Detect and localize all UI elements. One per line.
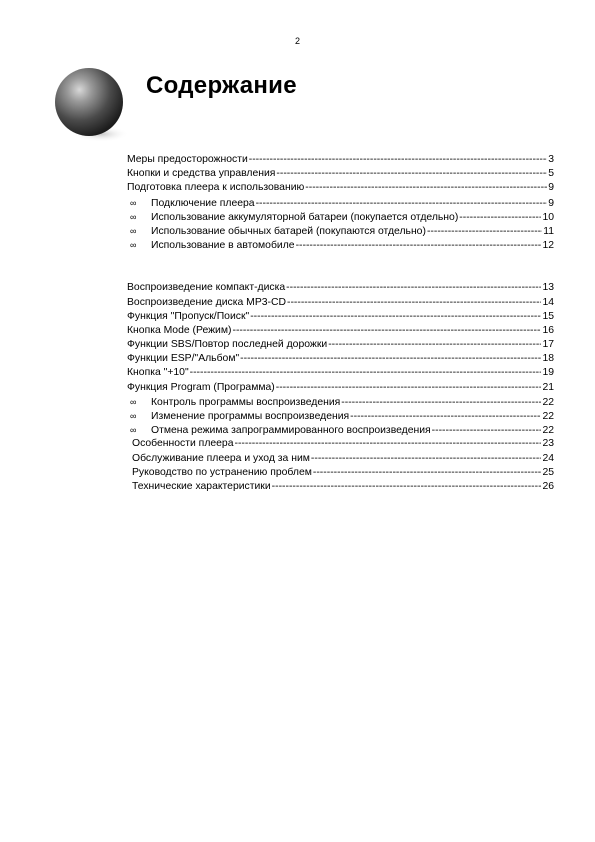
toc-entry xyxy=(127,224,554,238)
toc-entry-page: 22 xyxy=(542,411,554,422)
infinity-bullet-icon: ∞ xyxy=(130,425,137,436)
toc-entry xyxy=(127,352,554,366)
toc-entry xyxy=(127,238,554,252)
dot-leader xyxy=(276,381,542,395)
toc-entry xyxy=(127,167,554,181)
infinity-bullet-icon: ∞ xyxy=(130,240,137,251)
dot-leader xyxy=(276,167,547,181)
toc-entry xyxy=(127,366,554,380)
toc-entry-label: Использование обычных батарей (покупаются отдельно) xyxy=(151,225,426,237)
toc-entry-page: 17 xyxy=(542,339,554,351)
toc-entry-label: Воспроизведение диска MP3-CD xyxy=(127,296,286,308)
dot-leader xyxy=(286,281,541,295)
toc-entry-label: Руководство по устранению проблем xyxy=(132,466,312,478)
toc-entry xyxy=(127,338,554,352)
toc-entry xyxy=(127,381,554,395)
dot-leader xyxy=(272,480,542,494)
toc-entry-label: Функции ESP/"Альбом" xyxy=(127,353,240,365)
dot-leader xyxy=(232,324,541,338)
toc-entry-page: 5 xyxy=(548,168,554,180)
dot-leader xyxy=(459,211,541,225)
toc-entry xyxy=(127,296,554,310)
infinity-bullet-icon: ∞ xyxy=(130,225,137,236)
table-of-contents xyxy=(127,153,554,494)
dot-leader xyxy=(235,437,542,451)
toc-entry-label: Особенности плеера xyxy=(132,438,234,450)
toc-entry-label: Функция Program (Программа) xyxy=(127,381,275,393)
page-title: Содержание xyxy=(146,72,297,99)
toc-entry-label: Меры предосторожности xyxy=(127,154,248,165)
toc-entry xyxy=(127,480,554,494)
toc-group-2 xyxy=(127,281,554,494)
toc-entry-label: Использование в автомобиле xyxy=(151,240,295,252)
toc-entry-page: 23 xyxy=(542,438,554,450)
dot-leader xyxy=(432,424,542,438)
dot-leader xyxy=(190,366,542,380)
dot-leader xyxy=(250,310,541,324)
toc-entry-page: 25 xyxy=(542,466,554,478)
toc-entry-page: 3 xyxy=(548,154,554,165)
toc-entry-page: 13 xyxy=(542,282,554,294)
toc-entry-page: 22 xyxy=(542,396,554,408)
toc-entry-label: Кнопки и средства управления xyxy=(127,168,276,180)
toc-entry-label: Обслуживание плеера и уход за ним xyxy=(132,452,310,464)
toc-entry xyxy=(127,310,554,324)
toc-entry xyxy=(127,281,554,295)
toc-entry xyxy=(127,395,554,409)
toc-entry-label: Контроль программы воспроизведения xyxy=(151,396,341,408)
toc-entry-page: 26 xyxy=(542,480,554,492)
toc-entry-label: Функции SBS/Повтор последней дорожки xyxy=(127,339,328,351)
dot-leader xyxy=(240,352,541,366)
toc-entry-page: 18 xyxy=(542,353,554,365)
toc-entry xyxy=(127,153,554,167)
toc-entry xyxy=(127,409,554,423)
toc-entry xyxy=(127,452,554,466)
toc-entry-page: 10 xyxy=(542,211,554,223)
dot-leader xyxy=(427,225,542,239)
toc-entry-page: 19 xyxy=(542,367,554,379)
toc-entry-label: Кнопка Mode (Режим) xyxy=(127,324,232,336)
dot-leader xyxy=(287,296,541,310)
toc-entry xyxy=(127,466,554,480)
dot-leader xyxy=(313,466,542,480)
dot-leader xyxy=(256,197,547,211)
toc-entry-label: Подключение плеера xyxy=(151,197,255,209)
dot-leader xyxy=(296,239,542,253)
infinity-bullet-icon: ∞ xyxy=(130,211,137,222)
toc-entry xyxy=(127,196,554,210)
toc-entry-page: 22 xyxy=(542,425,554,437)
toc-entry-page: 21 xyxy=(542,381,554,393)
toc-entry-label: Отмена режима запрограммированного воспроизведения xyxy=(151,425,431,437)
dot-leader xyxy=(328,338,541,352)
toc-entry xyxy=(127,324,554,338)
toc-entry-page: 9 xyxy=(548,182,554,194)
toc-entry-page: 11 xyxy=(543,225,554,237)
toc-entry-label: Технические характеристики xyxy=(132,480,271,492)
toc-entry-label: Воспроизведение компакт-диска xyxy=(127,282,286,294)
toc-entry-label: Функция "Пропуск/Поиск" xyxy=(127,310,250,322)
toc-entry-page: 15 xyxy=(542,310,554,322)
infinity-bullet-icon: ∞ xyxy=(130,411,137,421)
toc-entry xyxy=(127,181,554,195)
toc-entry-label: Подготовка плеера к использованию xyxy=(127,182,305,194)
toc-entry-page: 12 xyxy=(542,240,554,252)
infinity-bullet-icon: ∞ xyxy=(130,197,137,208)
toc-entry xyxy=(127,423,554,437)
toc-entry-page: 24 xyxy=(542,452,554,464)
toc-entry xyxy=(127,210,554,224)
toc-entry-label: Использование аккумуляторной батареи (покупается отдельно) xyxy=(151,211,459,223)
toc-group-1 xyxy=(127,153,554,252)
dot-leader xyxy=(305,181,547,195)
toc-entry-page: 16 xyxy=(542,324,554,336)
infinity-bullet-icon: ∞ xyxy=(130,396,137,407)
toc-entry-page: 9 xyxy=(548,197,554,209)
toc-entry xyxy=(127,437,554,451)
toc-entry-page: 14 xyxy=(542,296,554,308)
dot-leader xyxy=(341,396,541,410)
sphere-decoration xyxy=(53,66,131,144)
dot-leader xyxy=(350,410,541,424)
toc-entry-label: Кнопка "+10" xyxy=(127,367,189,379)
toc-entry-label: Изменение программы воспроизведения xyxy=(151,411,350,422)
dot-leader xyxy=(249,153,547,167)
page-number: 2 xyxy=(294,36,300,46)
dot-leader xyxy=(311,452,542,466)
